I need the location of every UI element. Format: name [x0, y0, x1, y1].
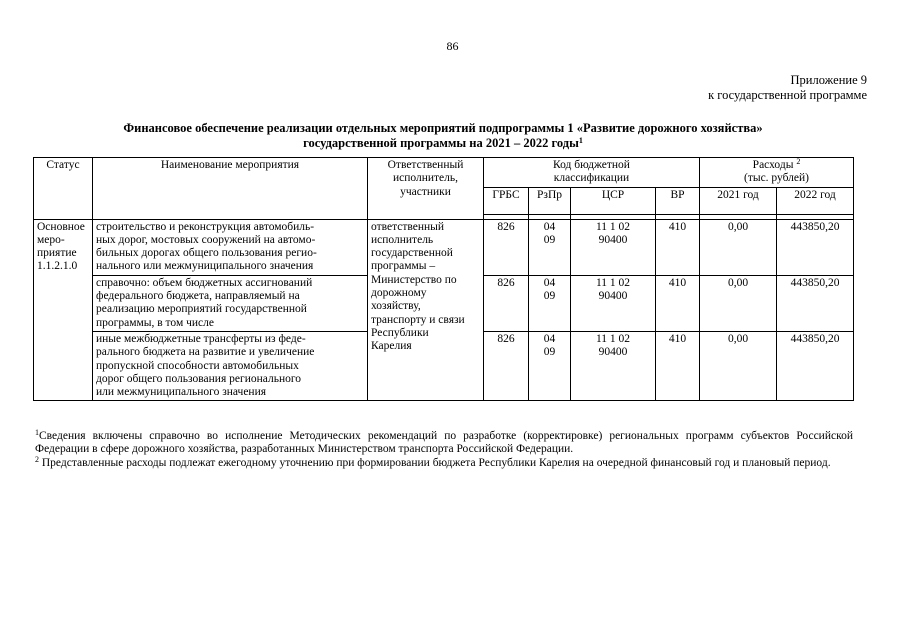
event-name-line: федерального бюджета, направляемый на [96, 290, 300, 303]
footnote-1 [35, 430, 853, 457]
financing-table [33, 157, 854, 401]
event-name-cell [93, 331, 368, 400]
responsible-line: исполнитель [371, 233, 434, 246]
csr-line: 90400 [598, 346, 628, 359]
page-number: 86 [446, 39, 459, 53]
csr-cell [571, 219, 656, 275]
vr-cell: 410 [656, 331, 700, 400]
header-responsible-line: участники [400, 185, 451, 198]
appendix-line-2: к государственной программе [708, 88, 867, 102]
header-vr: ВР [656, 187, 700, 214]
footnote-2-mark: 2 [35, 454, 39, 464]
csr-line: 11 1 02 [595, 220, 631, 233]
event-name-line: бильных дорогах общего пользования регио- [96, 247, 317, 260]
rzpr-line: 09 [543, 290, 556, 303]
event-name-line: рального бюджета на развитие и увеличение [96, 346, 315, 359]
vr-cell: 410 [656, 275, 700, 331]
header-responsible-line: Ответственный [387, 159, 464, 171]
vr-cell: 410 [656, 219, 700, 275]
appendix-line-1: Приложение 9 [790, 73, 867, 87]
footnote-1-mark: 1 [35, 428, 39, 437]
event-name-cell [93, 219, 368, 275]
grbs-cell: 826 [484, 219, 529, 275]
header-row-1 [34, 158, 854, 188]
expense-2021-cell: 0,00 [700, 275, 777, 331]
expense-2021-cell: 0,00 [700, 331, 777, 400]
footnotes [35, 430, 853, 470]
table-row [34, 219, 854, 275]
responsible-line: государственной [371, 247, 453, 260]
event-name-line: дорог общего пользования регионального [96, 372, 302, 385]
responsible-line: ответственный [371, 220, 445, 233]
responsible-line: транспорту и связи [371, 313, 465, 326]
status-line: 1.1.2.1.0 [37, 260, 78, 273]
responsible-line: Министерство по [371, 273, 457, 286]
header-responsible-line: исполнитель, [392, 172, 459, 185]
event-name-line: ных дорог, мостовых сооружений на автомо- [96, 233, 316, 246]
event-name-line: реализацию мероприятий государственной [96, 303, 307, 316]
csr-cell [571, 331, 656, 400]
rzpr-line: 09 [543, 346, 556, 359]
footnote-2 [35, 454, 853, 470]
title-line-2 [33, 136, 853, 151]
status-line: Основное [37, 220, 85, 233]
document-title [33, 121, 853, 151]
footnote-2-text: Представленные расходы подлежат ежегодному уточнению при формировании бюджета Республики Карелия на очередной финансовый год и плановый период. [39, 456, 831, 469]
header-csr: ЦСР [571, 187, 656, 214]
event-name-line: или межмуниципального значения [96, 386, 267, 399]
rzpr-line: 04 [543, 220, 556, 233]
rzpr-line: 04 [543, 332, 556, 345]
grbs-cell: 826 [484, 331, 529, 400]
grbs-cell: 826 [484, 275, 529, 331]
rzpr-line: 04 [543, 276, 556, 289]
header-grbs: ГРБС [484, 187, 529, 214]
responsible-cell [368, 219, 484, 401]
expense-2022-cell: 443850,20 [777, 275, 854, 331]
responsible-line: программы – [371, 260, 436, 273]
header-name: Наименование мероприятия [93, 158, 368, 220]
footnote-1-text: Сведения включены справочно во исполнение Методических рекомендаций по разработке (корректировке) региональных программ субъектов Российской Федерации в сфере дорожного хозяйства, разработанных Министерством транспорта Российской Федерации. [35, 430, 853, 456]
header-expenses-mark: 2 [796, 157, 801, 166]
csr-line: 11 1 02 [595, 276, 631, 289]
responsible-line: дорожному [371, 287, 427, 300]
header-code-line: классификации [553, 172, 630, 185]
header-2021: 2021 год [700, 187, 777, 214]
event-name-line: справочно: объем бюджетных ассигнований [96, 276, 313, 289]
header-rzpr: РзПр [529, 187, 571, 214]
csr-line: 90400 [598, 290, 628, 303]
header-code-line: Код бюджетной [553, 159, 630, 171]
header-expenses-text: Расходы [752, 159, 794, 171]
header-responsible [368, 158, 484, 220]
expense-2022-cell: 443850,20 [777, 219, 854, 275]
rzpr-line: 09 [543, 233, 556, 246]
rzpr-cell [529, 275, 571, 331]
event-name-line: пропускной способности автомобильных [96, 359, 299, 372]
appendix-label [708, 73, 867, 103]
header-expenses-line: (тыс. рублей) [743, 172, 810, 185]
header-expenses-group [700, 158, 854, 188]
header-2022: 2022 год [777, 187, 854, 214]
header-status: Статус [34, 158, 93, 220]
status-cell [34, 219, 93, 401]
header-code-group [484, 158, 700, 188]
csr-line: 11 1 02 [595, 332, 631, 345]
status-line: меро- [37, 233, 65, 246]
rzpr-cell [529, 219, 571, 275]
event-name-line: нального или межмуниципального значения [96, 260, 314, 273]
title-line-1: Финансовое обеспечение реализации отдельных мероприятий подпрограммы 1 «Развитие дорожного хозяйства» [123, 121, 763, 135]
status-line: приятие [37, 247, 77, 260]
responsible-line: Карелия [371, 340, 412, 353]
expense-2021-cell: 0,00 [700, 219, 777, 275]
event-name-line: иные межбюджетные трансферты из феде- [96, 332, 306, 345]
header-expenses-line [703, 159, 850, 172]
title-line-2-text: государственной программы на 2021 – 2022 годы [303, 136, 579, 150]
responsible-line: хозяйству, [371, 300, 421, 313]
event-name-line: программы, в том числе [96, 316, 215, 329]
csr-line: 90400 [598, 233, 628, 246]
rzpr-cell [529, 331, 571, 400]
title-footnote-mark: 1 [578, 136, 583, 145]
event-name-cell [93, 275, 368, 331]
event-name-line: строительство и реконструкция автомобиль- [96, 220, 315, 233]
expense-2022-cell: 443850,20 [777, 331, 854, 400]
responsible-line: Республики [371, 326, 429, 339]
csr-cell [571, 275, 656, 331]
